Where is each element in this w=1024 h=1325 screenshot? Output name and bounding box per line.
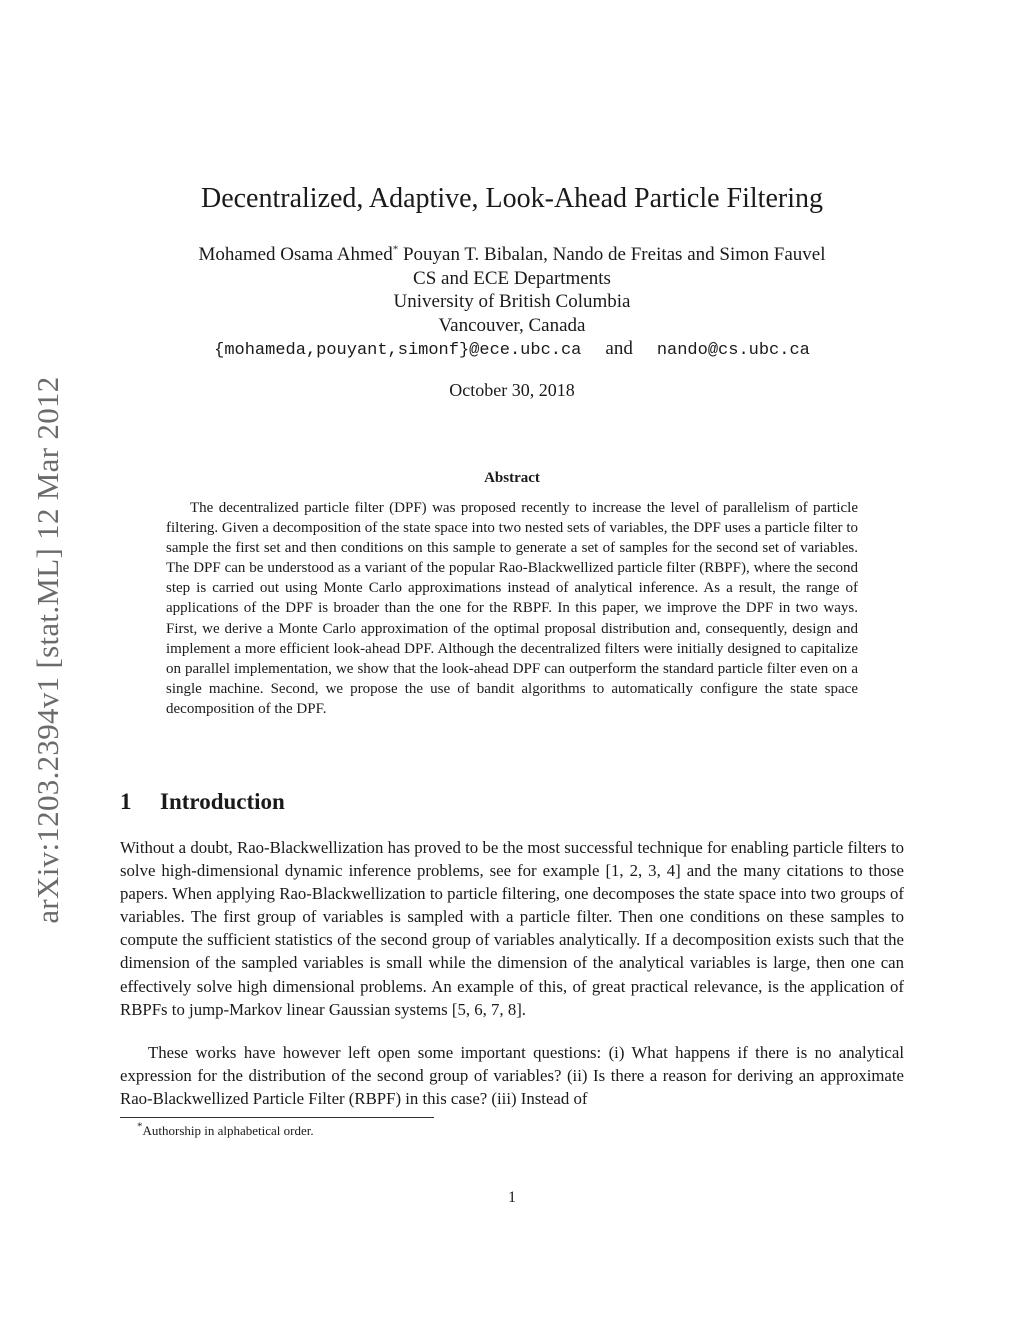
footnote-text: Authorship in alphabetical order.	[142, 1123, 314, 1138]
section-heading	[120, 789, 285, 815]
intro-paragraph-1: Without a doubt, Rao-Blackwellization has proved to be the most successful technique for enabling particle filters to solve high-dimensional dynamic inference problems, see for example [1, 2, 3, 4] and the many citations to those papers. When applying Rao-Blackwellization to particle filtering, one decomposes the state space into two groups of variables. The first group of variables is sampled with a particle filter. Then one conditions on these samples to compute the sufficient statistics of the second group of variables analytically. If a decomposition exists such that the dimension of the sampled variables is small while the dimension of the analytical variables is large, then one can effectively solve high dimensional problems. An example of this, of great practical relevance, is the application of RBPFs to jump-Markov linear Gaussian systems [5, 6, 7, 8].	[120, 838, 904, 1019]
footnote-mark: *	[137, 1120, 143, 1133]
page-number: 1	[508, 1189, 516, 1206]
arxiv-identifier-stamp: arXiv:1203.2394v1 [stat.ML] 12 Mar 2012	[30, 376, 65, 924]
paper-title: Decentralized, Adaptive, Look-Ahead Particle Filtering	[200, 183, 823, 214]
abstract-heading: Abstract	[484, 470, 540, 486]
abstract-text: The decentralized particle filter (DPF) was proposed recently to increase the level of parallelism of particle filtering. Given a decomposition of the state space into two nested sets of variables, the DPF uses a particle filter to sample the first set and then conditions on this sample to generate a set of samples for the second set of variables. The DPF can be understood as a variant of the popular Rao-Blackwellized particle filter (RBPF), where the second step is carried out using Monte Carlo approximations instead of analytical inference. As a result, the range of applications of the DPF is broader than the one for the RBPF. In this paper, we improve the DPF in two ways. First, we derive a Monte Carlo approximation of the optimal proposal distribution and, consequently, design and implement a more efficient look-ahead DPF. Although the decentralized filters were initially designed to capitalize on parallel implementation, we show that the look-ahead DPF can outperform the standard particle filter even on a single machine. Second, we propose the use of bandit algorithms to automatically configure the state space decomposition of the DPF.	[166, 500, 858, 717]
section-title: Introduction	[160, 789, 285, 814]
email-group: {mohameda,pouyant,simonf}@ece.ubc.ca	[214, 341, 582, 360]
footnote-divider	[120, 1117, 434, 1118]
intro-paragraph-2: These works have however left open some important questions: (i) What happens if there is no analytical expression for the distribution of the second group of variables? (ii) Is there a reason for deriving an approximate Rao-Blackwellized Particle Filter (RBPF) in this case? (iii) Instead of	[120, 1043, 904, 1109]
footnote	[137, 1120, 314, 1139]
author-names-line	[120, 243, 904, 267]
author-footnote-mark: *	[392, 243, 399, 256]
section-number: 1	[120, 789, 132, 814]
email-and: and	[605, 338, 633, 359]
author-department: CS and ECE Departments	[413, 267, 611, 289]
author-location: Vancouver, Canada	[438, 314, 586, 336]
email-single: nando@cs.ubc.ca	[656, 341, 810, 360]
author-names-first: Mohamed Osama Ahmed	[198, 244, 393, 265]
author-emails	[120, 337, 904, 363]
author-university: University of British Columbia	[393, 291, 631, 312]
paper-date: October 30, 2018	[449, 380, 575, 400]
author-names-rest: Pouyan T. Bibalan, Nando de Freitas and Simon Fauvel	[398, 244, 826, 265]
author-block	[120, 243, 904, 363]
